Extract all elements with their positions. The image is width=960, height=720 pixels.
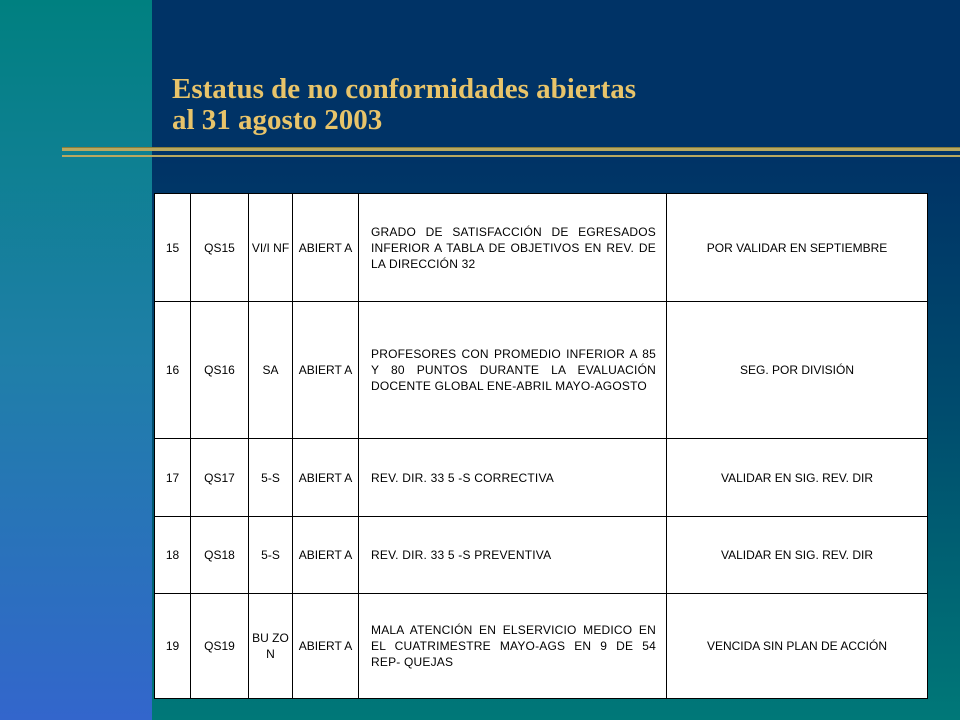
row-description: GRADO DE SATISFACCIÓN DE EGRESADOS INFERIOR A TABLA DE OBJETIVOS EN REV. DE LA DIRECCIÓN 32 — [359, 194, 667, 302]
table-row — [155, 194, 928, 302]
title-rule — [62, 147, 960, 151]
row-code: QS18 — [191, 517, 249, 594]
table-row — [155, 594, 928, 699]
row-description: REV. DIR. 33 5 -S CORRECTIVA — [359, 439, 667, 517]
row-code: QS17 — [191, 439, 249, 517]
nonconformities-table-container — [154, 193, 927, 698]
row-status: SEG. POR DIVISIÓN — [667, 302, 928, 439]
row-state: ABIERT A — [293, 594, 359, 699]
row-status: VENCIDA SIN PLAN DE ACCIÓN — [667, 594, 928, 699]
row-number: 15 — [155, 194, 191, 302]
row-description: REV. DIR. 33 5 -S PREVENTIVA — [359, 517, 667, 594]
row-code: QS19 — [191, 594, 249, 699]
row-description: PROFESORES CON PROMEDIO INFERIOR A 85 Y 80 PUNTOS DURANTE LA EVALUACIÓN DOCENTE GLOBAL ENE-ABRIL MAYO-AGOSTO — [359, 302, 667, 439]
row-status: VALIDAR EN SIG. REV. DIR — [667, 439, 928, 517]
row-area: VI/I NF — [249, 194, 293, 302]
row-status: VALIDAR EN SIG. REV. DIR — [667, 517, 928, 594]
row-state: ABIERT A — [293, 517, 359, 594]
row-code: QS16 — [191, 302, 249, 439]
table-row — [155, 302, 928, 439]
row-code: QS15 — [191, 194, 249, 302]
title-rule-lower — [62, 155, 960, 157]
row-area: 5-S — [249, 439, 293, 517]
nonconformities-table — [154, 193, 928, 699]
row-description: MALA ATENCIÓN EN ELSERVICIO MEDICO EN EL CUATRIMESTRE MAYO-AGS EN 9 DE 54 REP- QUEJAS — [359, 594, 667, 699]
row-area: SA — [249, 302, 293, 439]
table-row — [155, 439, 928, 517]
row-number: 18 — [155, 517, 191, 594]
row-state: ABIERT A — [293, 439, 359, 517]
row-area: BU ZO N — [249, 594, 293, 699]
left-gradient-strip — [0, 0, 152, 720]
row-state: ABIERT A — [293, 302, 359, 439]
row-number: 16 — [155, 302, 191, 439]
row-area: 5-S — [249, 517, 293, 594]
row-number: 19 — [155, 594, 191, 699]
slide-title-line-1: Estatus de no conformidades abiertas — [172, 73, 637, 105]
table-row — [155, 517, 928, 594]
row-number: 17 — [155, 439, 191, 517]
slide-title-line-2: al 31 agosto 2003 — [172, 104, 383, 136]
row-state: ABIERT A — [293, 194, 359, 302]
slide-title — [172, 74, 636, 136]
row-status: POR VALIDAR EN SEPTIEMBRE — [667, 194, 928, 302]
